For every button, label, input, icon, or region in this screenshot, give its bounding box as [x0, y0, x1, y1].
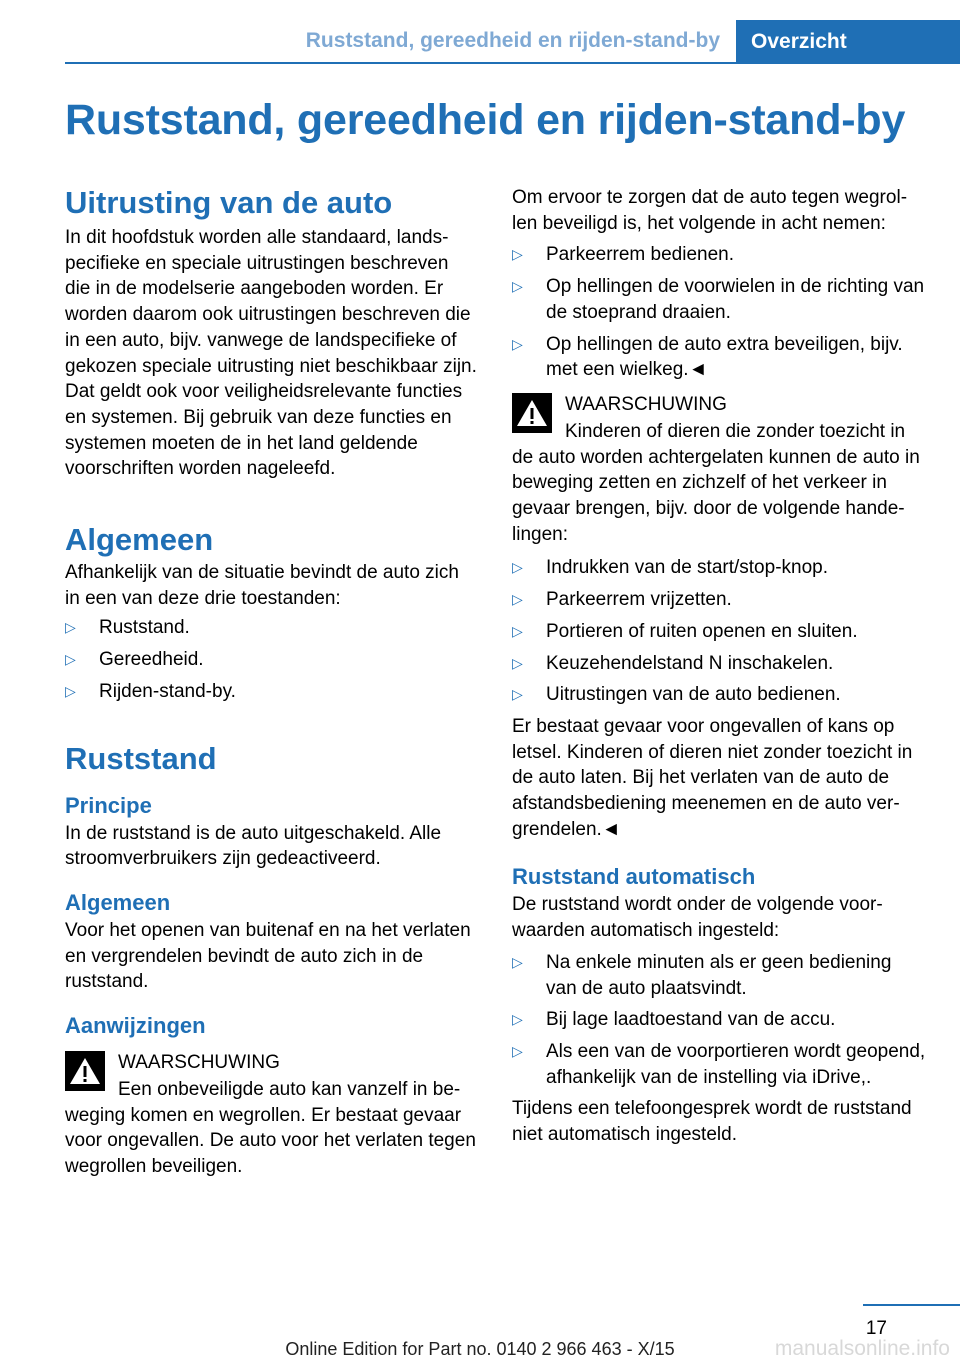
aanwijzingen-heading: Aanwijzingen: [65, 1013, 206, 1039]
warning-block: [65, 1049, 477, 1180]
triangle-bullet-icon: ▷: [512, 246, 523, 263]
list-item: [512, 1039, 926, 1090]
triangle-bullet-icon: ▷: [512, 654, 523, 671]
footer-rule: [863, 1304, 960, 1306]
list-item: [65, 615, 477, 641]
principe-text: In de ruststand is de auto uitgeschakeld. Alle stroomverbruikers zijn gedeactiveerd.: [65, 822, 442, 870]
intro-text: Om ervoor te zorgen dat de auto tegen wegrollen beveiligd is, het volgende in acht nemen:: [512, 187, 908, 234]
triangle-bullet-icon: ▷: [512, 622, 523, 639]
warning-title: WAARSCHUWING: [565, 393, 727, 415]
list-item: [512, 274, 926, 325]
list-item: [512, 555, 926, 581]
triangle-bullet-icon: ▷: [512, 591, 523, 608]
triangle-bullet-icon: ▷: [65, 651, 76, 668]
list-item-text: Na enkele minuten als er geen bediening van de auto plaatsvindt.: [546, 951, 892, 999]
left-column: [65, 183, 477, 1180]
list-item: [512, 619, 926, 645]
danger-text: Er bestaat gevaar voor ongevallen of kans op letsel. Kinderen of dieren niet zonder toezicht in de auto laten. Bij het verlaten van de auto de afstandsbediening meenemen en de auto vergrendelen.◄: [512, 715, 913, 840]
list-item-text: Indrukken van de start/stop-knop.: [546, 557, 828, 579]
warning-block: [512, 391, 926, 548]
states-list: [65, 615, 477, 704]
triangle-bullet-icon: ▷: [512, 278, 523, 295]
triangle-bullet-icon: ▷: [65, 619, 76, 636]
list-item-text: Gereedheid.: [99, 649, 204, 671]
list-item: [65, 679, 477, 705]
page-title: Ruststand, gereedheid en rijden-stand-by: [65, 96, 906, 144]
ruststand-automatisch-heading: Ruststand automatisch: [512, 864, 756, 890]
algemeen-text: Afhankelijk van de situatie bevindt de auto zich in een van deze drie toestanden:: [65, 562, 459, 609]
list-item: [512, 242, 926, 268]
list-item: [512, 950, 926, 1001]
list-item: [512, 651, 926, 677]
page-number: 17: [865, 1318, 887, 1339]
triangle-bullet-icon: ▷: [512, 559, 523, 576]
list-item-text: Parkeerrem bedienen.: [546, 244, 734, 266]
list-item-text: Uitrustingen van de auto bedienen.: [546, 684, 841, 706]
uitrusting-heading: Uitrusting van de auto: [65, 185, 393, 220]
securing-list: [512, 242, 926, 383]
list-item-text: Portieren of ruiten openen en sluiten.: [546, 620, 858, 642]
list-item: [512, 332, 926, 383]
list-item-text: Parkeerrem vrijzetten.: [546, 589, 732, 611]
algemeen-heading: Algemeen: [65, 522, 214, 558]
header-tab-overzicht[interactable]: Overzicht: [736, 20, 960, 64]
list-item-text: Rijden-stand-by.: [99, 680, 236, 702]
triangle-bullet-icon: ▷: [512, 953, 523, 970]
triangle-bullet-icon: ▷: [512, 335, 523, 352]
right-column: [512, 183, 926, 1148]
list-item: [65, 647, 477, 673]
triangle-bullet-icon: ▷: [512, 1011, 523, 1028]
algemeen2-text: Voor het openen van buitenaf en na het verlaten en vergrendelen bevindt de auto zich in de ruststand.: [65, 919, 471, 993]
triangle-bullet-icon: ▷: [512, 1042, 523, 1059]
list-item-text: Op hellingen de voorwielen in de richting van de stoeprand draaien.: [546, 276, 925, 323]
warning-text: Kinderen of dieren die zonder toezicht in de auto worden achtergelaten kunnen de auto in beweging zetten en zichzelf of het verkeer in gevaar brengen, bijv. door de volgende handelingen:: [512, 420, 920, 545]
edition-footer: Online Edition for Part no. 0140 2 966 463 - X/15: [285, 1339, 675, 1359]
warning-title: WAARSCHUWING: [118, 1052, 280, 1074]
header-rule: [65, 62, 960, 64]
uitrusting-text: In dit hoofdstuk worden alle standaard, landspecifieke en speciale uitrustingen beschreven die in de modelserie aangeboden worden. Er worden daarom ook uitrustingen beschreven die in een auto, bijv. vanwege de landspecifieke of gekozen speciale uitrusting niet beschikbaar zijn. Dat geldt ook voor veiligheidsrelevante functies en systemen. Bij gebruik van deze functies en systemen moeten de in het land geldende voorschriften worden nageleefd.: [65, 227, 477, 480]
actions-list: [512, 555, 926, 708]
warning-text: Een onbeveiligde auto kan vanzelf in beweging komen en wegrollen. Er bestaat gevaar voor ongevallen. De auto voor het verlaten tegen wegrollen beveiligen.: [65, 1079, 476, 1178]
call-text: Tijdens een telefoongesprek wordt de ruststand niet automatisch ingesteld.: [512, 1098, 912, 1146]
list-item: [512, 587, 926, 613]
triangle-bullet-icon: ▷: [512, 686, 523, 703]
watermark: manualsonline.info: [774, 1337, 950, 1360]
list-item: [512, 682, 926, 708]
ruststand-heading: Ruststand: [65, 740, 217, 776]
triangle-bullet-icon: ▷: [65, 682, 76, 699]
algemeen2-heading: Algemeen: [65, 889, 171, 915]
auto-text: De ruststand wordt onder de volgende voorwaarden automatisch ingesteld:: [512, 894, 883, 942]
list-item-text: Ruststand.: [99, 617, 190, 639]
list-item: [512, 1007, 926, 1033]
principe-heading: Principe: [65, 792, 152, 818]
warning-triangle-icon: [512, 393, 552, 433]
list-item-text: Keuzehendelstand N inschakelen.: [546, 652, 834, 674]
list-item-text: Bij lage laadtoestand van de accu.: [546, 1009, 836, 1031]
warning-triangle-icon: [65, 1051, 105, 1091]
conditions-list: [512, 950, 926, 1091]
header-section-title: Ruststand, gereedheid en rijden-stand-by: [305, 29, 720, 52]
list-item-text: Op hellingen de auto extra beveiligen, bijv. met een wielkeg.◄: [546, 333, 903, 381]
list-item-text: Als een van de voorportieren wordt geopend, afhankelijk van de instelling via iDrive,.: [546, 1040, 926, 1088]
